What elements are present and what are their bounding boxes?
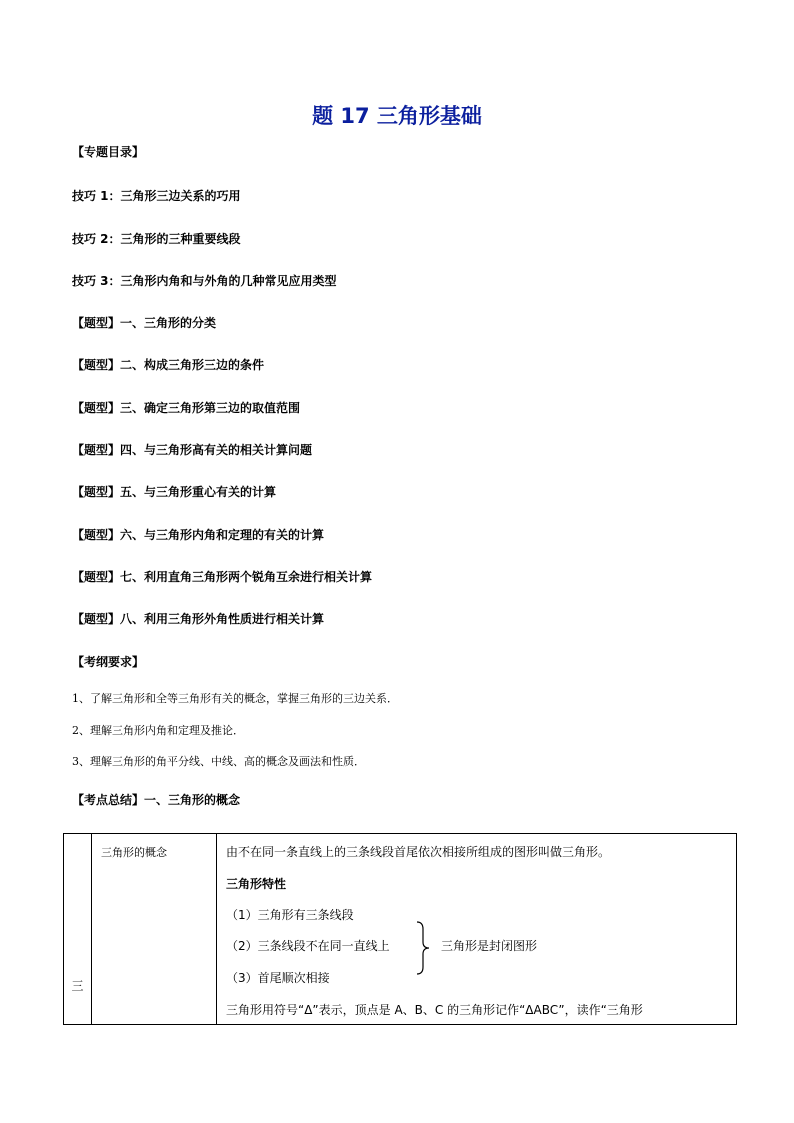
page-title: 题 17 三角形基础 — [312, 104, 482, 128]
table-topic-cell — [92, 834, 217, 1025]
type-item: 【题型】七、利用直角三角形两个锐角互余进行相关计算 — [72, 570, 373, 584]
feature-item: （2）三条线段不在同一直线上 — [226, 939, 390, 953]
notation-text: 三角形用符号“Δ”表示，顶点是 A、B、C 的三角形记作“ΔABC”，读作“三角形 — [226, 1003, 643, 1017]
type-item: 【题型】三、确定三角形第三边的取值范围 — [72, 401, 301, 415]
requirement-item: 3、理解三角形的角平分线、中线、高的概念及画法和性质． — [72, 755, 365, 768]
type-item: 【题型】一、三角形的分类 — [72, 316, 217, 330]
tip-item: 技巧 1：三角形三边关系的巧用 — [72, 189, 241, 203]
type-item: 【题型】二、构成三角形三边的条件 — [72, 358, 265, 372]
brace-result: 三角形是封闭图形 — [441, 939, 538, 953]
table-section-cell — [64, 834, 92, 1025]
catalog-header: 【专题目录】 — [72, 145, 145, 159]
type-item: 【题型】四、与三角形高有关的相关计算问题 — [72, 443, 313, 457]
requirement-item: 2、理解三角形内角和定理及推论． — [72, 724, 244, 737]
table-topic-label: 三角形的概念 — [101, 846, 167, 859]
table-section-label: 三 — [71, 979, 84, 993]
table-content-cell — [217, 834, 737, 1025]
definition-text: 由不在同一条直线上的三条线段首尾依次相接所组成的图形叫做三角形。 — [226, 845, 611, 859]
feature-item: （1）三角形有三条线段 — [226, 908, 354, 922]
tip-item: 技巧 2：三角形的三种重要线段 — [72, 232, 241, 246]
requirement-item: 1、了解三角形和全等三角形有关的概念，掌握三角形的三边关系． — [72, 692, 398, 705]
features-title: 三角形特性 — [226, 877, 287, 891]
type-item: 【题型】六、与三角形内角和定理的有关的计算 — [72, 528, 325, 542]
right-brace-icon — [416, 921, 430, 975]
type-item: 【题型】五、与三角形重心有关的计算 — [72, 485, 277, 499]
tip-item: 技巧 3：三角形内角和与外角的几种常见应用类型 — [72, 274, 337, 288]
concept-table — [63, 833, 737, 1025]
type-item: 【题型】八、利用三角形外角性质进行相关计算 — [72, 612, 325, 626]
feature-item: （3）首尾顺次相接 — [226, 971, 330, 985]
summary-header: 【考点总结】一、三角形的概念 — [72, 793, 241, 807]
requirements-header: 【考纲要求】 — [72, 655, 145, 669]
